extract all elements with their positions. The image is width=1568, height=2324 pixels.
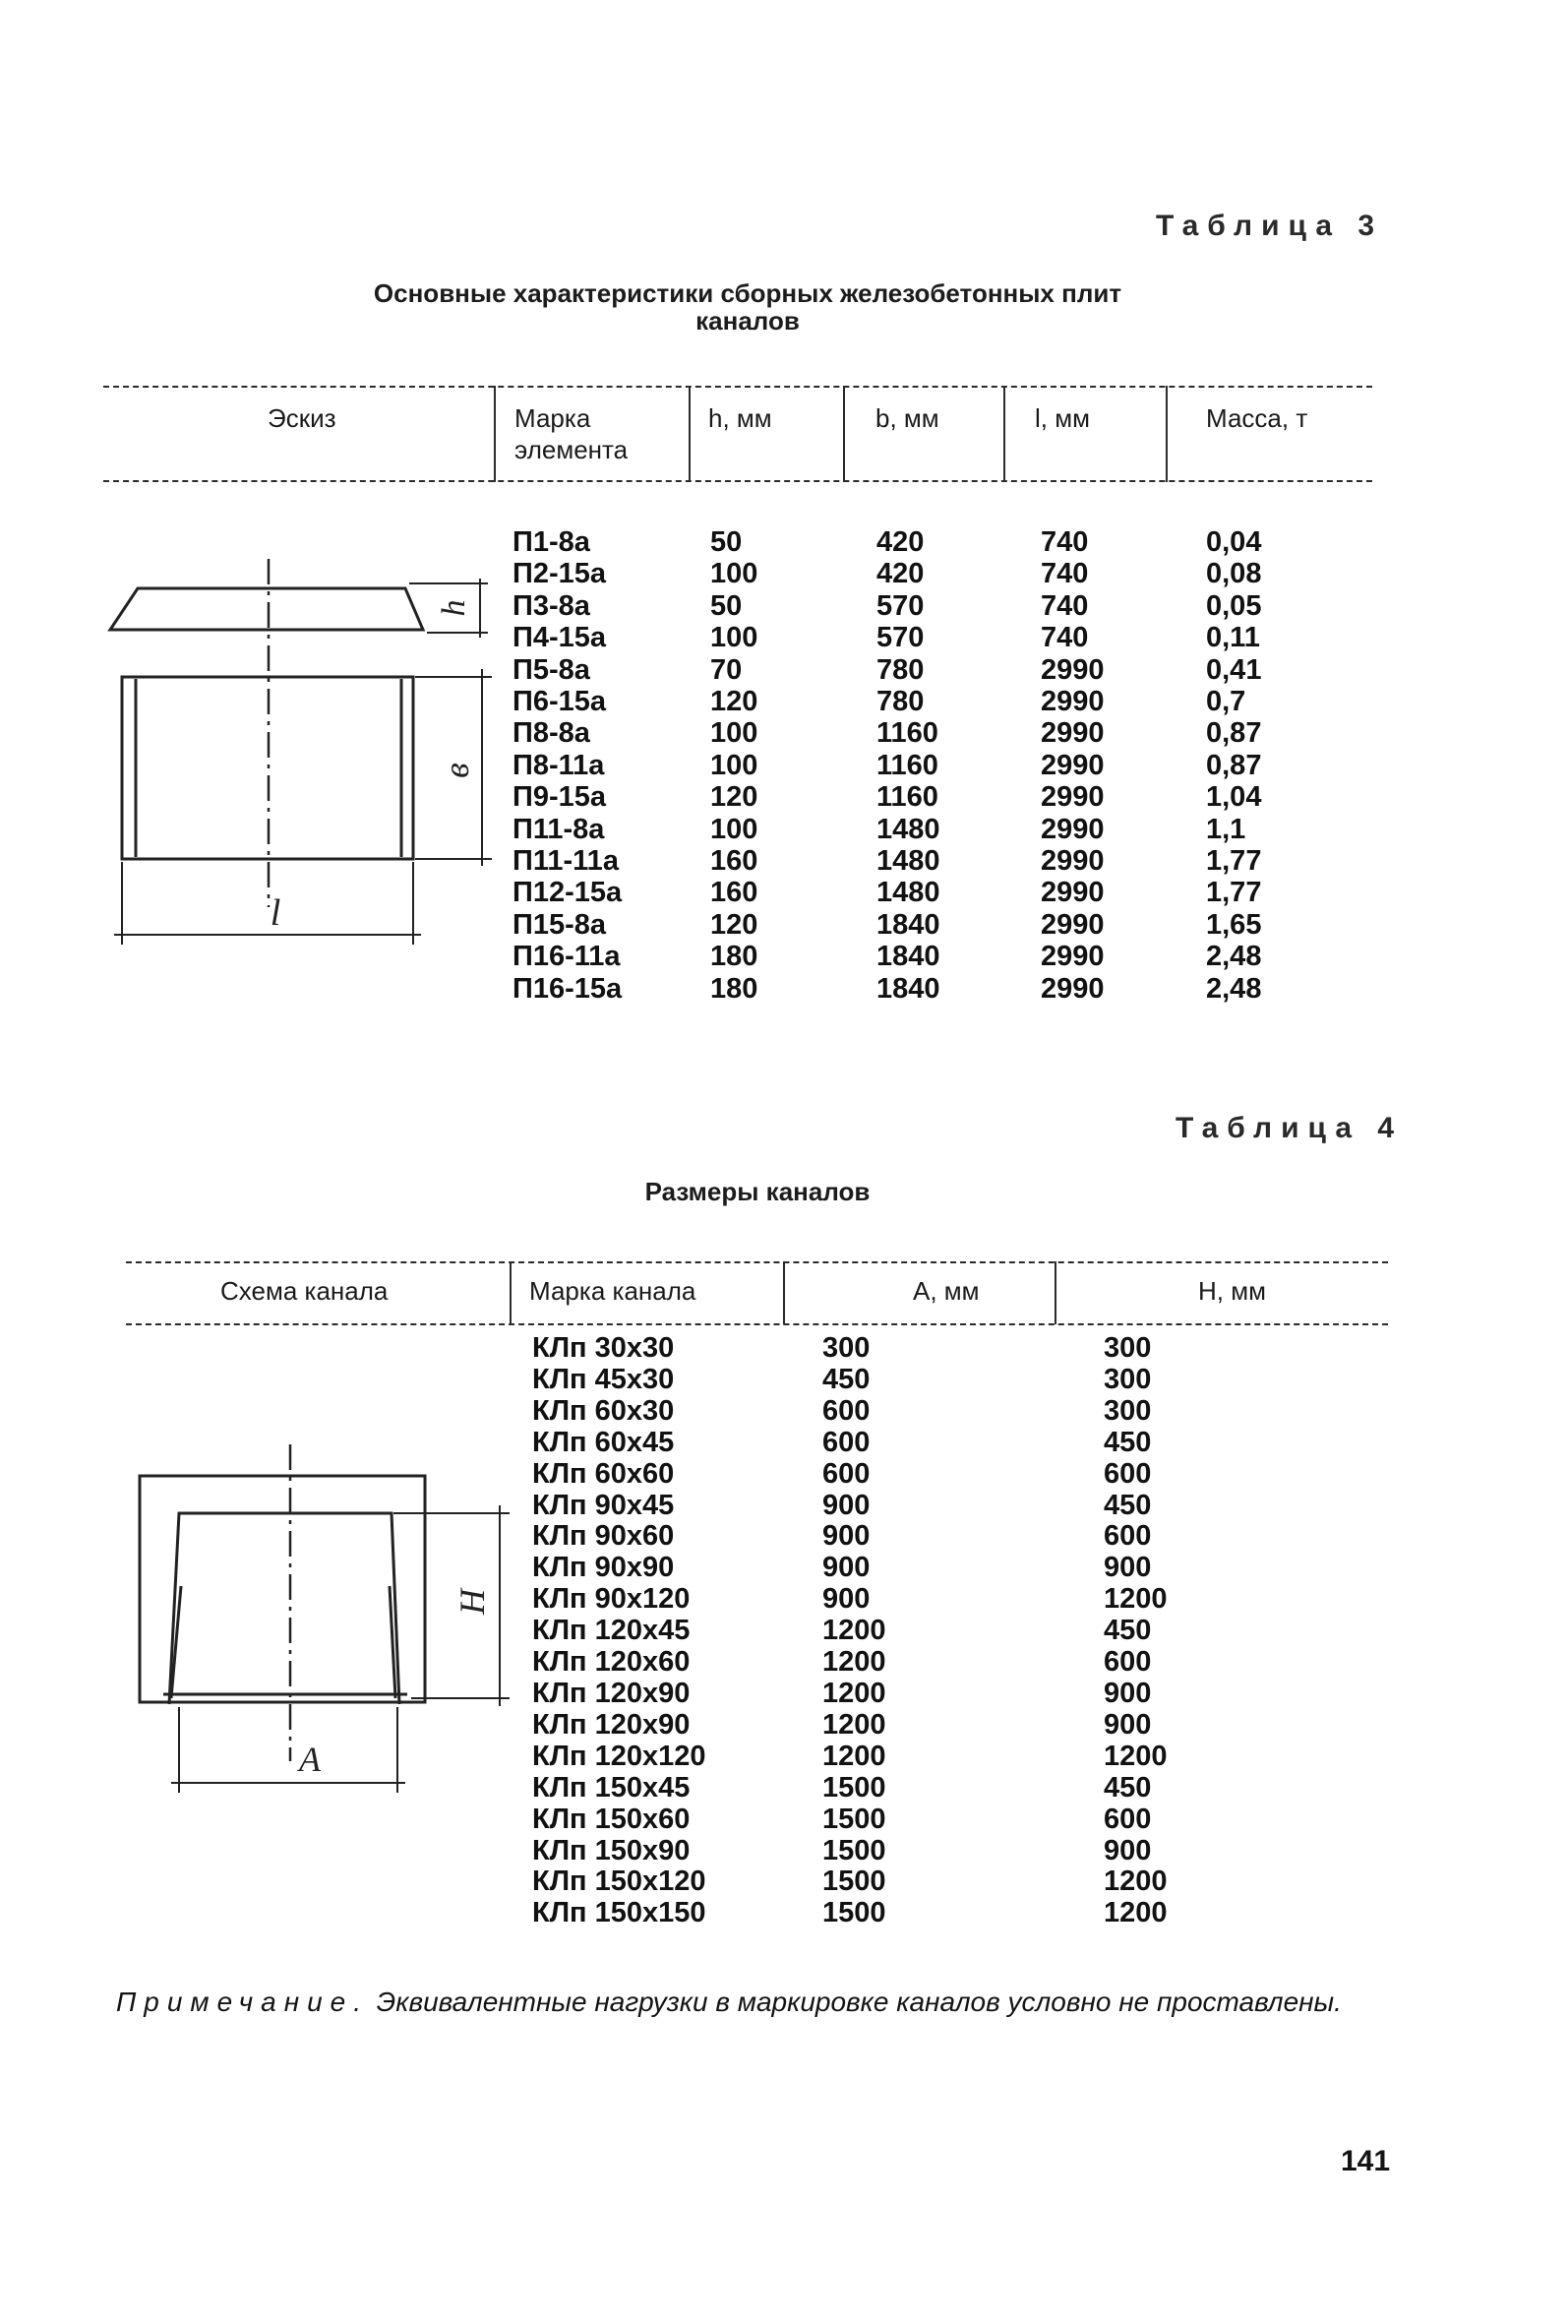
table3-cell-b: 1840 <box>876 972 940 1005</box>
table4-cell-a: 600 <box>822 1426 871 1458</box>
table4-cell-h: 900 <box>1104 1677 1152 1709</box>
table4-cell-h: 1200 <box>1104 1897 1168 1929</box>
table4-cell-mark: КЛп 90x60 <box>532 1520 675 1553</box>
table3-col-divider <box>494 386 496 482</box>
footnote-text: Эквивалентные нагрузки в маркировке каналов условно не проставлены. <box>369 1987 1342 2017</box>
table3-cell-b: 1480 <box>876 877 940 909</box>
footnote <box>116 1983 1395 2022</box>
table3-cell-l: 740 <box>1041 526 1089 558</box>
table4-cell-a: 1500 <box>822 1865 886 1898</box>
table4-cell-mark: КЛп 150x45 <box>532 1771 691 1804</box>
table3-cell-l: 2990 <box>1041 813 1105 845</box>
table3-col-divider <box>843 386 845 482</box>
table3-cell-l: 2990 <box>1041 717 1105 750</box>
table3-cell-mark: П16-15а <box>513 972 623 1005</box>
table3-cell-mass: 1,04 <box>1206 781 1262 814</box>
table3-cell-mass: 1,1 <box>1206 813 1246 845</box>
table3-cell-mark: П15-8а <box>513 908 607 941</box>
table4-header-h: Н, мм <box>1198 1276 1266 1306</box>
slab-l-label: l <box>270 892 281 934</box>
table4-cell-mark: КЛп 60x60 <box>532 1457 675 1490</box>
table4-cell-a: 900 <box>822 1583 871 1616</box>
table4-cell-h: 900 <box>1104 1708 1152 1741</box>
table4-cell-a: 900 <box>822 1552 871 1584</box>
table3-header-mark-line2: элемента <box>514 435 629 464</box>
table3-cell-mass: 1,77 <box>1206 845 1262 878</box>
table4-cell-h: 600 <box>1104 1520 1152 1553</box>
table4-cell-h: 450 <box>1104 1771 1152 1804</box>
table3-cell-l: 2990 <box>1041 686 1105 718</box>
table4-top-rule <box>126 1261 1388 1263</box>
table3-col-l <box>1041 526 1105 1005</box>
table3-cell-mark: П8-11а <box>513 749 605 781</box>
table3-cell-h: 180 <box>710 972 758 1005</box>
table3-cell-h: 70 <box>710 653 743 686</box>
table4-cell-h: 1200 <box>1104 1583 1168 1616</box>
table3-cell-l: 740 <box>1041 558 1089 590</box>
channel-inner-outline <box>169 1513 399 1704</box>
table3-cell-h: 50 <box>710 526 743 558</box>
table3-cell-mass: 0,11 <box>1206 622 1260 654</box>
table4-cell-mark: КЛп 90x90 <box>532 1552 675 1584</box>
table3-cell-mark: П11-11а <box>513 845 619 878</box>
table3-cell-b: 1840 <box>876 908 940 941</box>
slab-sketch <box>98 541 512 954</box>
table3-cell-b: 1480 <box>876 845 940 878</box>
table4-cell-a: 900 <box>822 1489 871 1521</box>
table3-cell-l: 2990 <box>1041 653 1105 686</box>
table3-col-divider <box>1166 386 1168 482</box>
table3-col-mark <box>513 526 622 1005</box>
table4-cell-a: 450 <box>822 1363 871 1395</box>
table3-cell-mark: П11-8а <box>513 813 605 845</box>
table3-col-divider <box>689 386 691 482</box>
table3-cell-l: 2990 <box>1041 781 1105 814</box>
table3-cell-mark: П6-15а <box>513 686 607 718</box>
table3-cell-mark: П2-15а <box>513 558 607 590</box>
table3-header-mark-line1: Марка <box>514 403 591 433</box>
table4-title: Размеры каналов <box>644 1177 871 1206</box>
table3-cell-mass: 0,7 <box>1206 686 1246 718</box>
table4-cell-mark: КЛп 120x60 <box>532 1646 691 1679</box>
slab-section-outline <box>110 588 423 630</box>
table4-cell-h: 300 <box>1104 1332 1152 1364</box>
table4-cell-mark: КЛп 120x120 <box>532 1740 706 1772</box>
table3-cell-h: 100 <box>710 749 758 781</box>
table3-top-rule <box>103 386 1372 388</box>
table3-header-mark <box>514 402 628 465</box>
table3-cell-l: 2990 <box>1041 749 1105 781</box>
table3-cell-l: 2990 <box>1041 877 1105 909</box>
table3-col-h <box>710 526 757 1005</box>
table4-cell-h: 300 <box>1104 1363 1152 1395</box>
table3-cell-mark: П5-8а <box>513 653 590 686</box>
table3-cell-mass: 1,65 <box>1206 908 1262 941</box>
table4-cell-a: 1200 <box>822 1677 886 1709</box>
table3-cell-b: 570 <box>876 622 925 654</box>
table3-cell-mass: 2,48 <box>1206 941 1262 973</box>
table4-cell-h: 450 <box>1104 1489 1152 1521</box>
table4-header-rule <box>126 1323 1388 1325</box>
table4-cell-mark: КЛп 60x45 <box>532 1426 675 1458</box>
table3-cell-h: 120 <box>710 686 758 718</box>
table4-col-a <box>822 1333 886 1929</box>
table3-cell-h: 160 <box>710 877 758 909</box>
table4-cell-mark: КЛп 120x45 <box>532 1615 691 1647</box>
table4-cell-h: 900 <box>1104 1834 1152 1866</box>
table3-cell-b: 420 <box>876 526 925 558</box>
footnote-label: Примечание. <box>116 1987 370 2017</box>
table4-cell-mark: КЛп 120x90 <box>532 1708 691 1741</box>
channel-sketch <box>128 1437 531 1810</box>
table3-col-mass <box>1206 526 1261 1005</box>
table3-header-l: l, мм <box>1035 403 1090 433</box>
table3-cell-mass: 2,48 <box>1206 972 1262 1005</box>
table4-cell-mark: КЛп 30x30 <box>532 1332 675 1364</box>
channel-outer-outline <box>140 1476 425 1702</box>
table4-cell-a: 1200 <box>822 1740 886 1772</box>
table4-cell-a: 1200 <box>822 1646 886 1679</box>
table4-cell-mark: КЛп 150x90 <box>532 1834 691 1866</box>
table4-col-divider <box>1055 1261 1056 1324</box>
table3-cell-l: 740 <box>1041 589 1089 622</box>
table4-cell-h: 600 <box>1104 1646 1152 1679</box>
table3-cell-mass: 0,05 <box>1206 589 1262 622</box>
table3-cell-b: 1840 <box>876 941 940 973</box>
table3-cell-mark: П12-15а <box>513 877 623 909</box>
table3-header-h: h, мм <box>708 403 772 433</box>
table4-cell-mark: КЛп 150x60 <box>532 1803 691 1835</box>
table4-cell-a: 1200 <box>822 1708 886 1741</box>
table4-col-divider <box>510 1261 512 1324</box>
table4-cell-mark: КЛп 90x45 <box>532 1489 675 1521</box>
table3-cell-b: 1160 <box>876 781 938 814</box>
table3-cell-h: 100 <box>710 717 758 750</box>
table4-label: Таблица 4 <box>1176 1112 1404 1144</box>
page-number: 141 <box>1341 2145 1391 2177</box>
table4-cell-h: 900 <box>1104 1552 1152 1584</box>
table3-cell-b: 570 <box>876 589 925 622</box>
table3-title <box>256 279 1239 335</box>
table4-cell-h: 600 <box>1104 1803 1152 1835</box>
channel-h-label: Н <box>452 1589 492 1615</box>
table3-header-rule <box>103 480 1372 482</box>
table3-cell-h: 120 <box>710 781 758 814</box>
table4-cell-h: 1200 <box>1104 1740 1168 1772</box>
table4-cell-a: 1500 <box>822 1771 886 1804</box>
table3-cell-b: 420 <box>876 558 925 590</box>
table4-header-a: А, мм <box>913 1276 980 1306</box>
table4-cell-mark: КЛп 90x120 <box>532 1583 691 1616</box>
table4-header-mark: Марка канала <box>529 1276 696 1306</box>
channel-a-label: А <box>299 1740 321 1779</box>
table3-cell-h: 120 <box>710 908 758 941</box>
table3-cell-l: 2990 <box>1041 845 1105 878</box>
table4-cell-mark: КЛп 45x30 <box>532 1363 675 1395</box>
table3-title-line1: Основные характеристики сборных железобетонных плит <box>373 278 1122 308</box>
table3-cell-mark: П3-8а <box>513 589 590 622</box>
table4-cell-a: 600 <box>822 1457 871 1490</box>
table3-cell-mass: 0,04 <box>1206 526 1262 558</box>
table3-cell-b: 1160 <box>876 749 938 781</box>
table3-cell-l: 2990 <box>1041 941 1105 973</box>
table3-label: Таблица 3 <box>1156 210 1384 242</box>
table3-col-divider <box>1003 386 1005 482</box>
table3-cell-mass: 0,41 <box>1206 653 1262 686</box>
table4-cell-h: 450 <box>1104 1615 1152 1647</box>
table3-cell-mark: П8-8а <box>513 717 590 750</box>
table3-title-line2: каналов <box>695 306 800 336</box>
table3-cell-l: 740 <box>1041 622 1089 654</box>
table3-col-b <box>876 526 940 1005</box>
table4-cell-mark: КЛп 150x120 <box>532 1865 706 1898</box>
table3-cell-mark: П9-15а <box>513 781 607 814</box>
table4-cell-mark: КЛп 150x150 <box>532 1897 706 1929</box>
table4-cell-a: 900 <box>822 1520 871 1553</box>
table4-cell-a: 300 <box>822 1332 871 1364</box>
table3-cell-h: 100 <box>710 813 758 845</box>
table4-cell-h: 1200 <box>1104 1865 1168 1898</box>
table3-cell-l: 2990 <box>1041 908 1105 941</box>
table4-cell-h: 450 <box>1104 1426 1152 1458</box>
table4-cell-a: 600 <box>822 1394 871 1427</box>
table4-col-divider <box>783 1261 785 1324</box>
table4-header-scheme: Схема канала <box>220 1276 389 1306</box>
table3-cell-mass: 1,77 <box>1206 877 1262 909</box>
table3-cell-h: 180 <box>710 941 758 973</box>
table4-cell-a: 1200 <box>822 1615 886 1647</box>
table3-cell-mass: 0,08 <box>1206 558 1262 590</box>
table3-cell-b: 1160 <box>876 717 938 750</box>
table3-cell-h: 100 <box>710 622 758 654</box>
table3-cell-b: 780 <box>876 686 925 718</box>
table4-col-mark <box>532 1333 706 1929</box>
table3-cell-h: 50 <box>710 589 743 622</box>
table4-cell-h: 300 <box>1104 1394 1152 1427</box>
table4-cell-a: 1500 <box>822 1834 886 1866</box>
table4-cell-h: 600 <box>1104 1457 1152 1490</box>
table3-header-b: b, мм <box>875 403 939 433</box>
table3-cell-mark: П16-11а <box>513 941 621 973</box>
table3-cell-h: 160 <box>710 845 758 878</box>
table3-cell-mass: 0,87 <box>1206 749 1262 781</box>
table3-cell-b: 780 <box>876 653 925 686</box>
slab-h-label: h <box>436 599 472 617</box>
table4-cell-mark: КЛп 60x30 <box>532 1394 675 1427</box>
table3-cell-mark: П4-15а <box>513 622 607 654</box>
table3-cell-l: 2990 <box>1041 972 1105 1005</box>
table3-cell-mark: П1-8а <box>513 526 590 558</box>
table4-cell-a: 1500 <box>822 1897 886 1929</box>
table3-cell-h: 100 <box>710 558 758 590</box>
table3-cell-b: 1480 <box>876 813 940 845</box>
slab-b-label: в <box>437 763 476 778</box>
table3-header-mass: Масса, т <box>1206 403 1308 433</box>
table3-cell-mass: 0,87 <box>1206 717 1262 750</box>
table4-col-h <box>1104 1333 1168 1929</box>
table4-cell-mark: КЛп 120x90 <box>532 1677 691 1709</box>
table4-cell-a: 1500 <box>822 1803 886 1835</box>
table3-header-sketch: Эскиз <box>268 403 336 433</box>
